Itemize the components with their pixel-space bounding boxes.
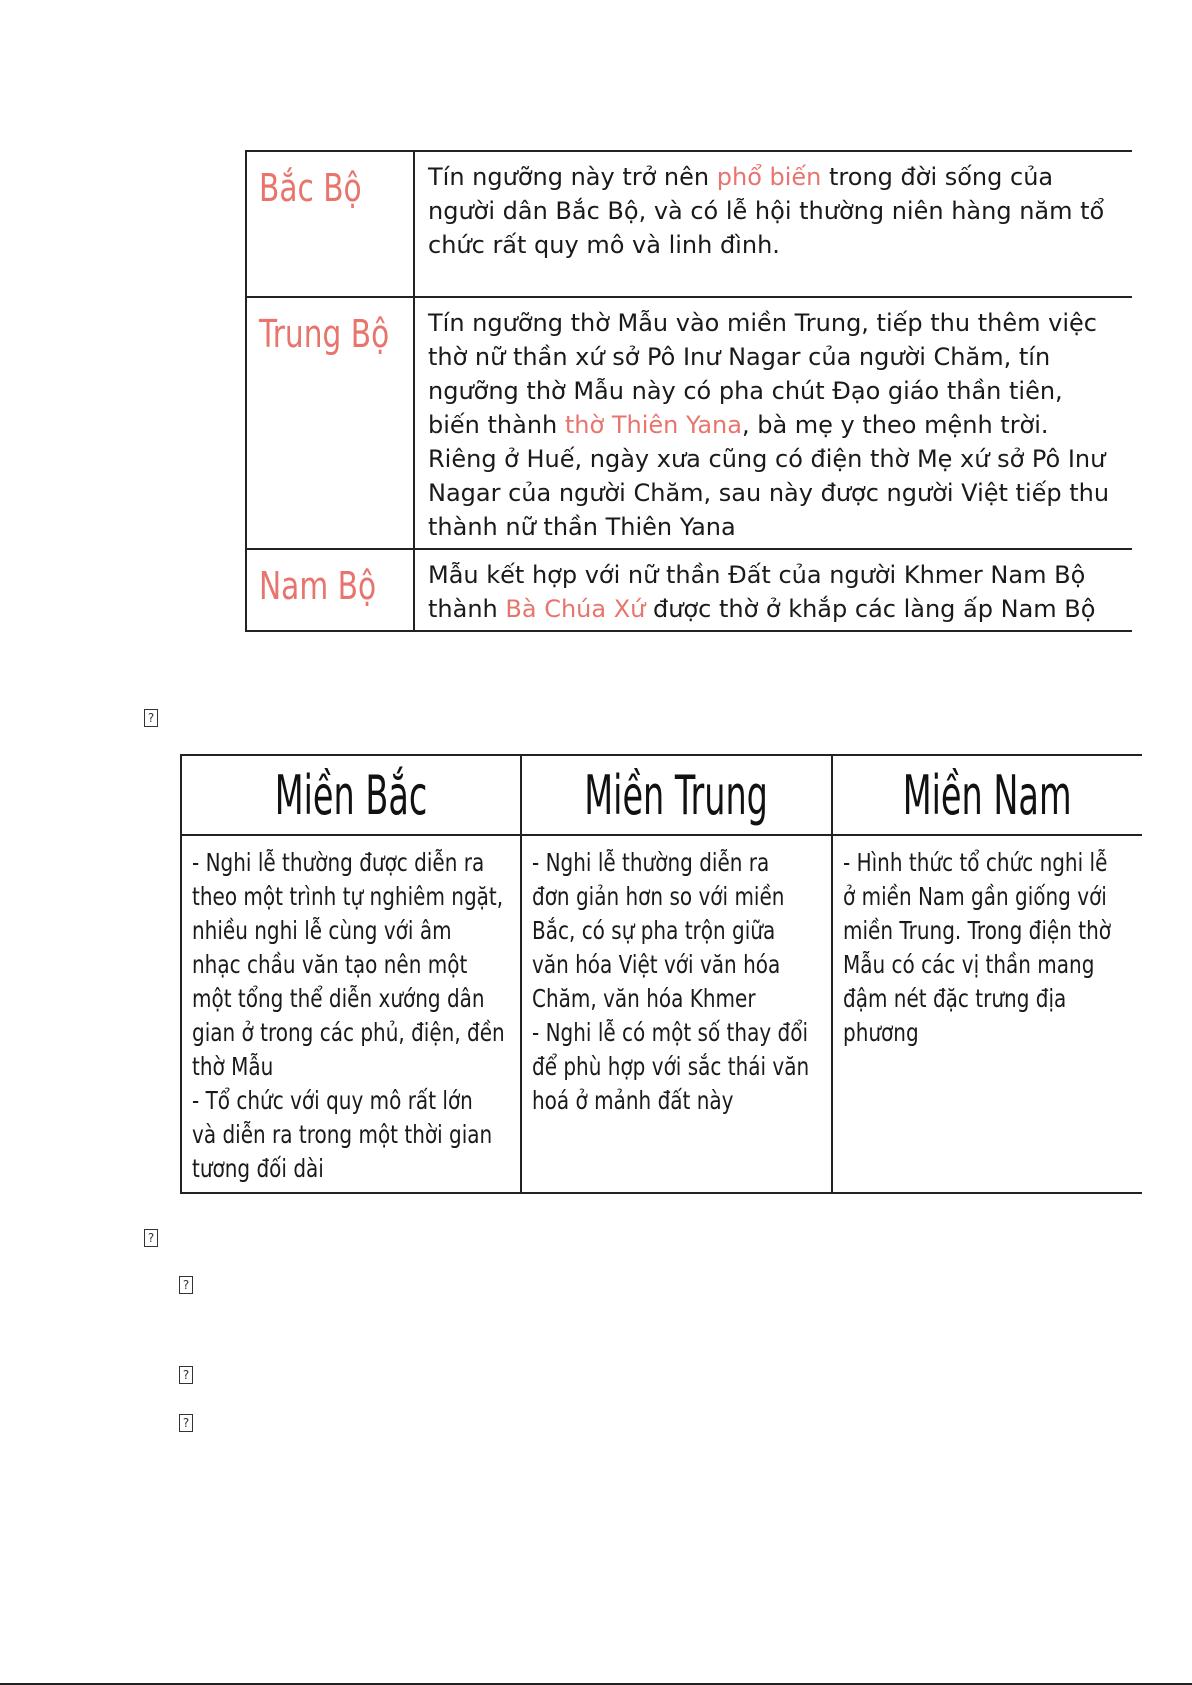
table-row — [246, 151, 1132, 297]
table-cell: - Nghi lễ thường diễn ra đơn giản hơn so với miền Bắc, có sự pha trộn giữa văn hóa Việt với văn hóa Chăm, văn hóa Khmer - Nghi lễ có một số thay đổi để phù hợp với sắc thái văn hoá ở mảnh đất này — [521, 835, 832, 1193]
table-cell: - Hình thức tổ chức nghi lễ ở miền Nam gần giống với miền Trung. Trong điện thờ Mẫu có các vị thần mang đậm nét đặc trưng địa phương — [832, 835, 1142, 1193]
column-header: Miền Trung — [521, 755, 832, 835]
region-description — [414, 549, 1132, 631]
region-description — [414, 151, 1132, 297]
ritual-comparison-table — [180, 754, 1142, 1194]
table-row — [246, 549, 1132, 631]
table-header-row — [181, 755, 1142, 835]
missing-glyph-icon: ? — [179, 1414, 193, 1432]
highlighted-text: phổ biến — [716, 163, 822, 191]
highlighted-text: thờ Thiên Yana — [564, 411, 742, 439]
region-label: Trung Bộ — [246, 297, 414, 549]
missing-glyph-icon: ? — [144, 1229, 158, 1247]
column-header: Miền Bắc — [181, 755, 521, 835]
description-text: được thờ ở khắp các làng ấp Nam Bộ — [645, 595, 1096, 623]
column-header: Miền Nam — [832, 755, 1142, 835]
missing-glyph-icon: ? — [144, 709, 158, 727]
table-row — [181, 835, 1142, 1193]
table-cell: - Nghi lễ thường được diễn ra theo một trình tự nghiêm ngặt, nhiều nghi lễ cùng với âm nhạc chầu văn tạo nên một một tổng thể diễn xướng dân gian ở trong các phủ, điện, đền thờ Mẫu - Tổ chức với quy mô rất lớn và diễn ra trong một thời gian tương đối dài — [181, 835, 521, 1193]
description-text: trong đời sống của người dân Bắc Bộ, và có lễ hội thường niên hàng năm tổ chức rất quy mô và linh đình. — [428, 163, 1105, 259]
region-label: Bắc Bộ — [246, 151, 414, 297]
missing-glyph-icon: ? — [179, 1276, 193, 1294]
description-text: Tín ngưỡng này trở nên — [428, 163, 717, 191]
table-row — [246, 297, 1132, 549]
highlighted-text: Bà Chúa Xứ — [505, 595, 646, 623]
description-text: , bà mẹ y theo mệnh trời. Riêng ở Huế, ngày xưa cũng có điện thờ Mẹ xứ sở Pô Inư Nagar của người Chăm, sau này được người Việt tiếp thu thành nữ thần Thiên Yana — [428, 411, 1110, 541]
description-text: Mẫu kết hợp với nữ thần Đất của người Khmer Nam Bộ thành — [428, 561, 1086, 623]
region-label: Nam Bộ — [246, 549, 414, 631]
region-belief-table — [245, 150, 1132, 632]
region-description — [414, 297, 1132, 549]
missing-glyph-icon: ? — [179, 1366, 193, 1384]
description-text: Tín ngưỡng thờ Mẫu vào miền Trung, tiếp thu thêm việc thờ nữ thần xứ sở Pô Inư Nagar của người Chăm, tín ngưỡng thờ Mẫu này có pha chút Đạo giáo thần tiên, biến thành — [428, 309, 1097, 439]
